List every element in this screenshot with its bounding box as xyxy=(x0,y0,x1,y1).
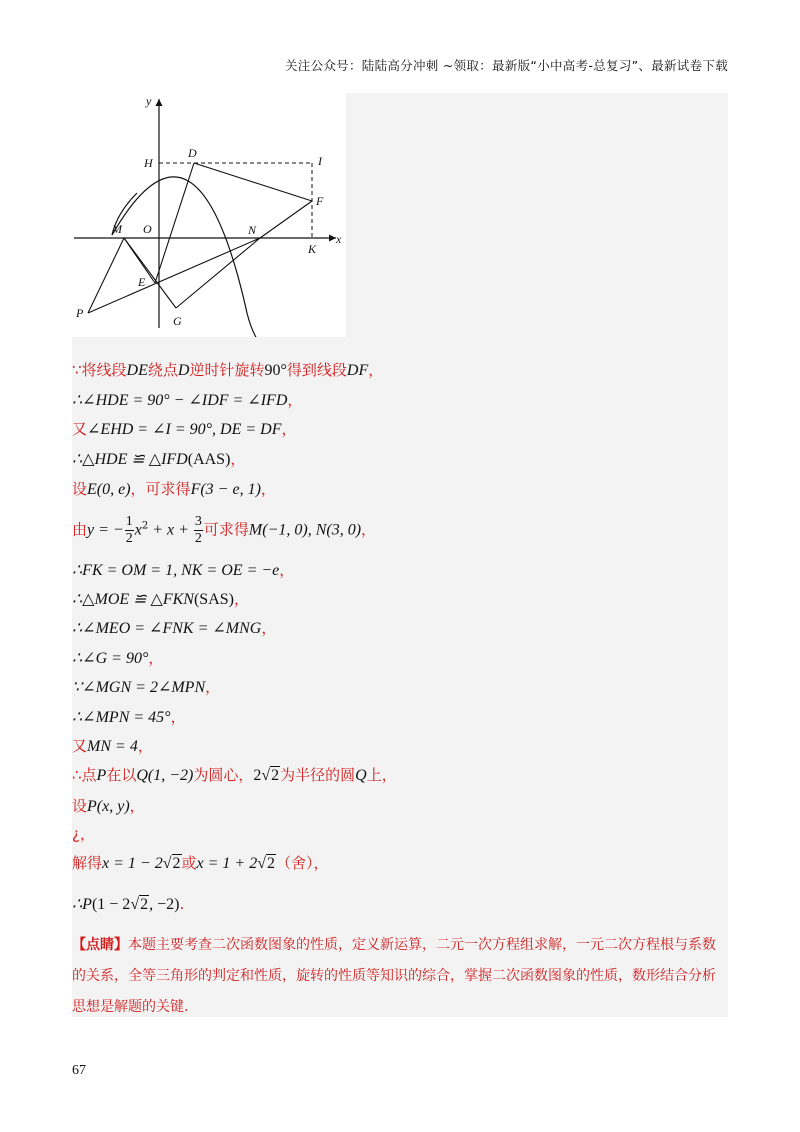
math: (AAS) xyxy=(187,451,231,468)
text: 为圆心， xyxy=(193,766,254,784)
math: ∴P xyxy=(72,896,92,913)
math: F(3 − e, 1) xyxy=(190,481,261,498)
text: 解得 xyxy=(72,854,103,872)
text: 可求得 xyxy=(203,520,249,539)
comment-tag: 【点睛】 xyxy=(72,937,128,953)
label-d: D xyxy=(188,146,197,160)
fraction xyxy=(194,514,203,547)
seg-pn xyxy=(88,238,260,313)
fraction xyxy=(125,514,134,547)
math: DE xyxy=(126,362,148,379)
math: ∠EHD = ∠I = 90°, DE = DF xyxy=(87,421,282,438)
math: ∴△HDE ≌ △IFD xyxy=(72,451,188,468)
page-number: 67 xyxy=(72,1063,86,1078)
text: ， xyxy=(205,678,221,696)
sqrt-expression: 2√2 xyxy=(253,767,280,784)
math: DF xyxy=(346,362,369,379)
content-panel xyxy=(72,93,728,1017)
text: 设 xyxy=(72,480,88,498)
label-y: y xyxy=(146,94,152,108)
math: P(x, y) xyxy=(87,798,130,815)
solution-line-8 xyxy=(72,588,249,611)
sqrt-expression: √2 xyxy=(162,855,181,872)
math: (1 − 2 xyxy=(91,896,131,913)
math: Q xyxy=(355,767,367,784)
math: ∴△MOE ≌ △FKN xyxy=(72,591,194,608)
text: ， xyxy=(233,590,249,608)
text: ， xyxy=(260,480,276,498)
seg-fn xyxy=(260,201,312,238)
text: ， xyxy=(148,649,164,667)
label-e: E xyxy=(138,275,146,289)
solution-line-16 xyxy=(72,823,95,845)
math: D xyxy=(177,362,190,379)
superscript: 2 xyxy=(141,520,149,532)
text: 绕点 xyxy=(147,361,178,379)
text: ， xyxy=(287,391,303,409)
math: x xyxy=(134,521,142,539)
seg-pm xyxy=(88,238,124,313)
label-x: x xyxy=(336,232,342,246)
math: 90° xyxy=(264,362,287,379)
text: ∴点 xyxy=(72,766,97,784)
text: 设 xyxy=(72,797,88,815)
math: + x + xyxy=(148,521,193,539)
solution-line-13 xyxy=(72,735,153,758)
math: ∴FK = OM = 1, NK = OE = −e xyxy=(72,562,280,579)
seg-df xyxy=(194,163,312,201)
solution-line-10 xyxy=(72,647,163,670)
text: 又 xyxy=(72,737,88,755)
math: MN = 4 xyxy=(87,738,138,755)
seg-gn xyxy=(176,238,260,308)
text: ， xyxy=(281,420,297,438)
solution-line-9 xyxy=(72,617,276,640)
math: Q(1, −2) xyxy=(136,767,194,784)
text: 逆时针旋转 xyxy=(189,361,265,379)
solution-line-11 xyxy=(72,676,220,699)
text: ，可求得 xyxy=(130,480,191,498)
math: ∴∠MPN = 45° xyxy=(72,709,171,726)
label-f: F xyxy=(316,194,324,208)
solution-line-1 xyxy=(72,359,383,382)
text: 得到线段 xyxy=(286,361,347,379)
sqrt-expression: √2 xyxy=(257,855,275,872)
text: ， xyxy=(230,450,246,468)
text: ， xyxy=(170,708,186,726)
text: ， xyxy=(368,361,384,379)
math: x = 1 + 2 xyxy=(196,855,258,872)
text: 为半径的圆 xyxy=(280,766,356,784)
numerator: 3 xyxy=(194,514,202,529)
label-o: O xyxy=(143,222,152,236)
text: 上， xyxy=(366,766,397,784)
math: y = − xyxy=(87,521,124,539)
numerator: 1 xyxy=(125,514,133,529)
solution-line-2 xyxy=(72,389,302,412)
solution-line-4 xyxy=(72,448,245,471)
text: 或 xyxy=(181,854,197,872)
text: ， xyxy=(279,561,295,579)
math: E(0, e) xyxy=(87,481,131,498)
text: ， xyxy=(361,520,377,539)
figure-svg xyxy=(72,93,346,337)
radicand: 2 xyxy=(172,855,181,872)
label-p: P xyxy=(76,306,84,320)
label-m: M xyxy=(112,222,122,236)
radicand: 2 xyxy=(267,855,275,872)
math: x = 1 − 2 xyxy=(102,855,163,872)
solution-line-18 xyxy=(72,893,184,916)
label-n: N xyxy=(248,223,257,237)
math: M(−1, 0), N(3, 0) xyxy=(248,521,362,539)
label-h: H xyxy=(144,156,153,170)
math: ∵∠MGN = 2∠MPN xyxy=(72,679,206,696)
text: . xyxy=(179,895,185,913)
solution-line-17 xyxy=(72,852,329,875)
seg-mg xyxy=(124,238,176,308)
text: ， xyxy=(137,737,153,755)
math: ∴∠HDE = 90° − ∠IDF = ∠IFD xyxy=(72,392,288,409)
text: 又 xyxy=(72,420,88,438)
math: ∴∠MEO = ∠FNK = ∠MNG xyxy=(72,620,262,637)
text: ¿ xyxy=(72,825,80,843)
label-k: K xyxy=(308,242,317,256)
comment-block xyxy=(72,930,728,1023)
solution-line-5 xyxy=(72,478,276,501)
text: （舍）， xyxy=(276,854,329,872)
text: ， xyxy=(129,797,145,815)
text: 由 xyxy=(72,520,88,539)
math: , −2) xyxy=(149,896,180,913)
solution-line-6 xyxy=(72,514,376,547)
text: ∵将线段 xyxy=(72,361,127,379)
text: ， xyxy=(79,825,95,843)
solution-line-12 xyxy=(72,706,186,729)
math: (SAS) xyxy=(193,591,234,608)
parabola xyxy=(112,177,302,337)
sqrt-expression: √2 xyxy=(130,896,149,913)
seg-de xyxy=(155,163,194,283)
denominator: 2 xyxy=(194,531,202,546)
solution-line-7 xyxy=(72,559,294,582)
comment-text: 本题主要考查二次函数图象的性质，定义新运算，二元一次方程组求解，一元二次方程根与系数的关系，全等三角形的判定和性质，旋转的性质等知识的综合，掌握二次函数图象的性质，数形结合分析思想是解题的关键. xyxy=(72,937,716,1015)
radicand: 2 xyxy=(271,767,280,784)
math: ∴∠G = 90° xyxy=(72,650,149,667)
page-header: 关注公众号：陆陆高分冲刺 ~领取：最新版“小中高考-总复习”、最新试卷下载 xyxy=(284,58,728,73)
denominator: 2 xyxy=(125,531,133,546)
coefficient: 2 xyxy=(253,767,262,784)
label-g: G xyxy=(173,314,182,328)
solution-line-14 xyxy=(72,764,397,787)
geometry-figure xyxy=(72,93,346,337)
solution-line-15 xyxy=(72,795,145,818)
label-i: I xyxy=(318,154,322,168)
text: 在以 xyxy=(106,766,137,784)
radicand: 2 xyxy=(140,896,149,913)
text: ， xyxy=(261,619,277,637)
math: P xyxy=(96,767,107,784)
solution-line-3 xyxy=(72,418,297,441)
